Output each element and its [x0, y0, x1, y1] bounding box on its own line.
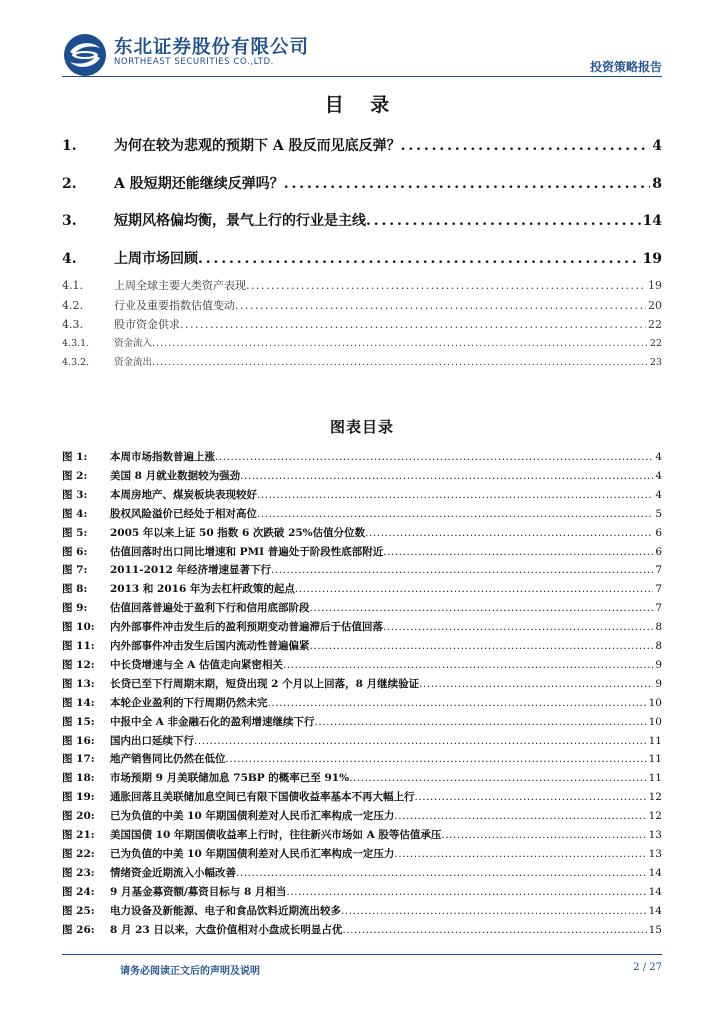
figure-entry-page: 6 — [655, 526, 662, 539]
dot-leader — [341, 905, 647, 917]
figure-entry-label: 图 11: — [62, 640, 95, 652]
toc-entry-number: 4.3.1. — [62, 338, 90, 349]
figure-list-title: 图表目录 — [329, 418, 394, 436]
figure-entry-title: 内外部事件冲击发生后的盈利预期变动普遍滞后于估值回落 — [110, 621, 383, 634]
toc-entry-page: 8 — [652, 176, 662, 192]
figure-entry-label: 图 12: — [62, 658, 95, 671]
figure-entry[interactable] — [62, 751, 662, 766]
dot-leader — [271, 564, 653, 576]
figure-entry-title: 情绪资金近期流入小幅改善 — [110, 866, 236, 879]
figure-entry-page: 9 — [655, 677, 662, 690]
figure-entry-page: 4 — [655, 451, 662, 463]
figure-entry[interactable] — [62, 903, 662, 918]
figure-entry-label: 图 21: — [62, 829, 95, 841]
dot-leader — [441, 829, 646, 841]
toc-entry-page: 23 — [649, 357, 662, 368]
dot-leader — [215, 451, 653, 463]
header-divider — [62, 76, 662, 77]
figure-entry-page: 8 — [655, 621, 662, 634]
figure-entry-page: 6 — [655, 545, 662, 558]
figure-entry-label: 图 5: — [62, 526, 88, 539]
figure-entry-page: 7 — [655, 564, 662, 577]
figure-entry[interactable] — [62, 676, 662, 691]
figure-entry-label: 图 13: — [62, 677, 95, 690]
figure-entry[interactable] — [62, 789, 662, 804]
footer-divider — [62, 954, 662, 955]
dot-leader — [415, 791, 647, 803]
figure-entry-title: 本周市场指数普遍上涨 — [110, 451, 215, 463]
figure-entry-title: 2005 年以来上证 50 指数 6 次跌破 25%估值分位数 — [110, 526, 366, 539]
figure-entry-title: 美国国债 10 年期国债收益率上行时，往往新兴市场如 A 股等估值承压 — [110, 829, 442, 841]
toc-entry[interactable] — [62, 354, 662, 368]
figure-entry-page: 7 — [655, 602, 662, 615]
figure-entry[interactable] — [62, 638, 662, 653]
figure-entry-title: 内外部事件冲击发生后国内流动性普遍偏紧 — [110, 640, 310, 652]
figure-entry-page: 5 — [655, 507, 662, 520]
figure-entry-page: 14 — [648, 904, 662, 917]
figure-entry-page: 15 — [648, 923, 662, 936]
figure-entry[interactable] — [62, 846, 662, 861]
dot-leader — [286, 886, 646, 898]
figure-entry-label: 图 8: — [62, 583, 88, 596]
dot-leader — [152, 338, 648, 349]
figure-entry-title: 市场预期 9 月美联储加息 75BP 的概率已至 91% — [110, 772, 350, 785]
dot-leader — [394, 810, 646, 822]
dot-leader — [383, 621, 653, 633]
toc-entry-title: 股市资金供求 — [114, 318, 180, 331]
figure-entry-label: 图 14: — [62, 696, 95, 709]
figure-entry-title: 中长贷增速与全 A 估值走向紧密相关 — [110, 658, 283, 671]
figure-entry-title: 长贷已至下行周期末期，短贷出现 2 个月以上回落，8 月继续验证 — [110, 677, 420, 690]
dot-leader — [401, 138, 651, 154]
toc-entry-number: 4.3. — [62, 318, 83, 331]
dot-leader — [240, 470, 653, 482]
figure-entry-page: 12 — [648, 810, 662, 823]
figure-entry[interactable] — [62, 884, 662, 899]
figure-entry[interactable] — [62, 487, 662, 502]
dot-leader — [257, 508, 653, 520]
figure-entry[interactable] — [62, 733, 662, 748]
figure-entry-label: 图 6: — [62, 545, 88, 558]
toc-entry-page: 4 — [652, 138, 662, 154]
figure-entry-label: 图 19: — [62, 791, 95, 804]
figure-entry-page: 9 — [655, 658, 662, 671]
dot-leader — [419, 678, 653, 690]
dot-leader — [314, 716, 646, 728]
figure-entry-label: 图 1: — [62, 451, 88, 463]
figure-entry-page: 4 — [655, 488, 662, 501]
figure-entry-page: 8 — [655, 640, 662, 652]
toc-entry[interactable] — [62, 316, 662, 332]
dot-leader — [235, 299, 646, 312]
figure-entry-label: 图 24: — [62, 885, 95, 898]
figure-entry-label: 图 26: — [62, 923, 95, 936]
dot-leader — [342, 924, 646, 936]
toc-entry[interactable] — [62, 248, 662, 268]
figure-entry-title: 本轮企业盈利的下行周期仍然未完 — [110, 696, 268, 709]
figure-entry-label: 图 15: — [62, 715, 95, 728]
dot-leader — [198, 251, 641, 267]
figure-entry[interactable] — [62, 619, 662, 634]
figure-entry-label: 图 4: — [62, 507, 88, 520]
figure-entry-page: 14 — [648, 866, 662, 879]
figure-entry[interactable] — [62, 695, 662, 710]
figure-entry-title: 估值回落普遍处于盈利下行和信用底部阶段 — [110, 602, 310, 615]
toc-entry-page: 20 — [648, 299, 662, 312]
figure-entry-title: 本周房地产、煤炭板块表现较好 — [110, 488, 257, 501]
dot-leader — [310, 602, 654, 614]
figure-entry-page: 11 — [648, 734, 662, 747]
figure-entry-title: 电力设备及新能源、电子和食品饮料近期流出较多 — [110, 904, 341, 917]
brand-name-en: NORTHEAST SECURITIES CO.,LTD. — [114, 57, 274, 67]
dot-leader — [394, 848, 646, 860]
dot-leader — [366, 213, 641, 229]
figure-entry[interactable] — [62, 449, 662, 464]
toc-entry-title: 行业及重要指数估值变动 — [114, 299, 235, 312]
toc-entry-title: 短期风格偏均衡，景气上行的行业是主线 — [114, 213, 366, 229]
figure-entry[interactable] — [62, 922, 662, 937]
figure-entry[interactable] — [62, 468, 662, 483]
figure-entry-label: 图 2: — [62, 469, 88, 482]
figure-entry-title: 已为负值的中美 10 年期国债利差对人民币汇率构成一定压力 — [110, 810, 395, 823]
toc-entry-number: 1. — [62, 138, 77, 154]
figure-entry-page: 13 — [648, 829, 662, 841]
toc-entry[interactable] — [62, 335, 662, 349]
toc-entry-number: 2. — [62, 176, 77, 192]
dot-leader — [383, 546, 653, 558]
toc-entry-title: 为何在较为悲观的预期下 A 股反而见底反弹？ — [114, 138, 401, 154]
toc-entry[interactable] — [62, 210, 662, 230]
figure-entry-label: 图 18: — [62, 772, 95, 785]
figure-entry-page: 10 — [648, 696, 662, 709]
figure-entry[interactable] — [62, 581, 662, 596]
figure-entry-label: 图 7: — [62, 564, 88, 577]
figure-entry-title: 国内出口延续下行 — [110, 734, 194, 747]
figure-entry-title: 9 月基金募资额/募资目标与 8 月相当 — [110, 885, 287, 898]
dot-leader — [246, 279, 646, 292]
dot-leader — [284, 176, 651, 192]
dot-leader — [257, 489, 653, 501]
toc-entry-page: 22 — [649, 338, 662, 349]
page-header — [0, 0, 724, 80]
toc-title: 目 录 — [324, 94, 400, 116]
figure-entry[interactable] — [62, 657, 662, 672]
figure-entry-label: 图 23: — [62, 866, 95, 879]
figure-entry-page: 14 — [648, 885, 662, 898]
figure-entry-label: 图 3: — [62, 488, 88, 501]
dot-leader — [152, 357, 648, 368]
figure-entry-label: 图 20: — [62, 810, 95, 823]
dot-leader — [180, 318, 646, 331]
toc-entry-number: 4. — [62, 251, 77, 267]
toc-entry[interactable] — [62, 135, 662, 155]
figure-entry-label: 图 9: — [62, 602, 88, 615]
figure-entry-label: 图 17: — [62, 753, 95, 766]
toc-entry-title: 资金流入 — [114, 338, 153, 349]
figure-entry-page: 10 — [648, 715, 662, 728]
toc-entry-title: A 股短期还能继续反弹吗？ — [114, 176, 284, 192]
figure-entry-label: 图 25: — [62, 904, 95, 917]
figure-entry[interactable] — [62, 525, 662, 540]
toc-entry-title: 上周市场回顾 — [114, 251, 198, 267]
toc-entry-number: 4.1. — [62, 279, 83, 292]
figure-entry-title: 地产销售同比仍然在低位 — [110, 753, 226, 766]
figure-entry-page: 11 — [648, 772, 662, 785]
figure-entry-page: 13 — [648, 847, 662, 860]
toc-entry-title: 资金流出 — [114, 357, 153, 368]
figure-entry[interactable] — [62, 544, 662, 559]
dot-leader — [268, 697, 647, 709]
figure-entry-page: 4 — [655, 469, 662, 482]
figure-entry-title: 股权风险溢价已经处于相对高位 — [110, 507, 257, 520]
dot-leader — [194, 735, 647, 747]
figure-entry-page: 7 — [655, 583, 662, 596]
figure-entry-title: 估值回落时出口同比增速和 PMI 普遍处于阶段性底部附近 — [110, 545, 384, 558]
figure-entry[interactable] — [62, 865, 662, 880]
toc-entry-page: 14 — [642, 213, 662, 229]
figure-entry-label: 图 16: — [62, 734, 95, 747]
dot-leader — [295, 583, 653, 595]
figure-entry-label: 图 22: — [62, 847, 95, 860]
figure-entry[interactable] — [62, 770, 662, 785]
toc-entry-page: 19 — [648, 279, 662, 292]
toc-entry-page: 22 — [648, 318, 662, 331]
figure-entry[interactable] — [62, 506, 662, 521]
toc-entry[interactable] — [62, 173, 662, 193]
figure-entry-title: 中报中全 A 非金融石化的盈利增速继续下行 — [110, 715, 315, 728]
dot-leader — [310, 640, 654, 652]
figure-entry-title: 2013 和 2016 年为去杠杆政策的起点 — [110, 583, 295, 596]
figure-entry[interactable] — [62, 808, 662, 823]
figure-entry-title: 2011-2012 年经济增速显著下行 — [110, 564, 271, 577]
company-logo-icon — [62, 32, 108, 78]
toc-entry[interactable] — [62, 297, 662, 313]
figure-entry-page: 11 — [648, 753, 662, 766]
dot-leader — [349, 772, 647, 784]
toc-entry-number: 4.3.2. — [62, 357, 90, 368]
toc-entry-number: 4.2. — [62, 299, 83, 312]
footer-disclaimer: 请务必阅读正文后的声明及说明 — [120, 966, 260, 977]
dot-leader — [226, 753, 647, 765]
report-type-label: 投资策略报告 — [589, 60, 662, 74]
figure-entry-title: 已为负值的中美 10 年期国债利差对人民币汇率构成一定压力 — [110, 847, 395, 860]
figure-entry-label: 图 10: — [62, 621, 95, 634]
figure-entry-title: 8 月 23 日以来，大盘价值相对小盘成长明显占优 — [110, 923, 343, 936]
toc-entry-page: 19 — [642, 251, 662, 267]
figure-entry[interactable] — [62, 562, 662, 577]
dot-leader — [365, 527, 653, 539]
figure-entry[interactable] — [62, 827, 662, 842]
figure-entry[interactable] — [62, 714, 662, 729]
toc-entry-number: 3. — [62, 213, 77, 229]
page-number: 2 / 27 — [633, 962, 662, 973]
figure-entry-title: 美国 8 月就业数据较为强劲 — [110, 469, 241, 482]
brand-name-cn: 东北证券股份有限公司 — [114, 37, 310, 58]
figure-entry-title: 通胀回落且美联储加息空间已有限下国债收益率基本不再大幅上行 — [110, 791, 415, 804]
figure-entry-page: 12 — [648, 791, 662, 804]
dot-leader — [236, 867, 647, 879]
figure-entry[interactable] — [62, 600, 662, 615]
toc-entry-title: 上周全球主要大类资产表现 — [114, 279, 246, 292]
toc-entry[interactable] — [62, 277, 662, 293]
dot-leader — [283, 659, 653, 671]
